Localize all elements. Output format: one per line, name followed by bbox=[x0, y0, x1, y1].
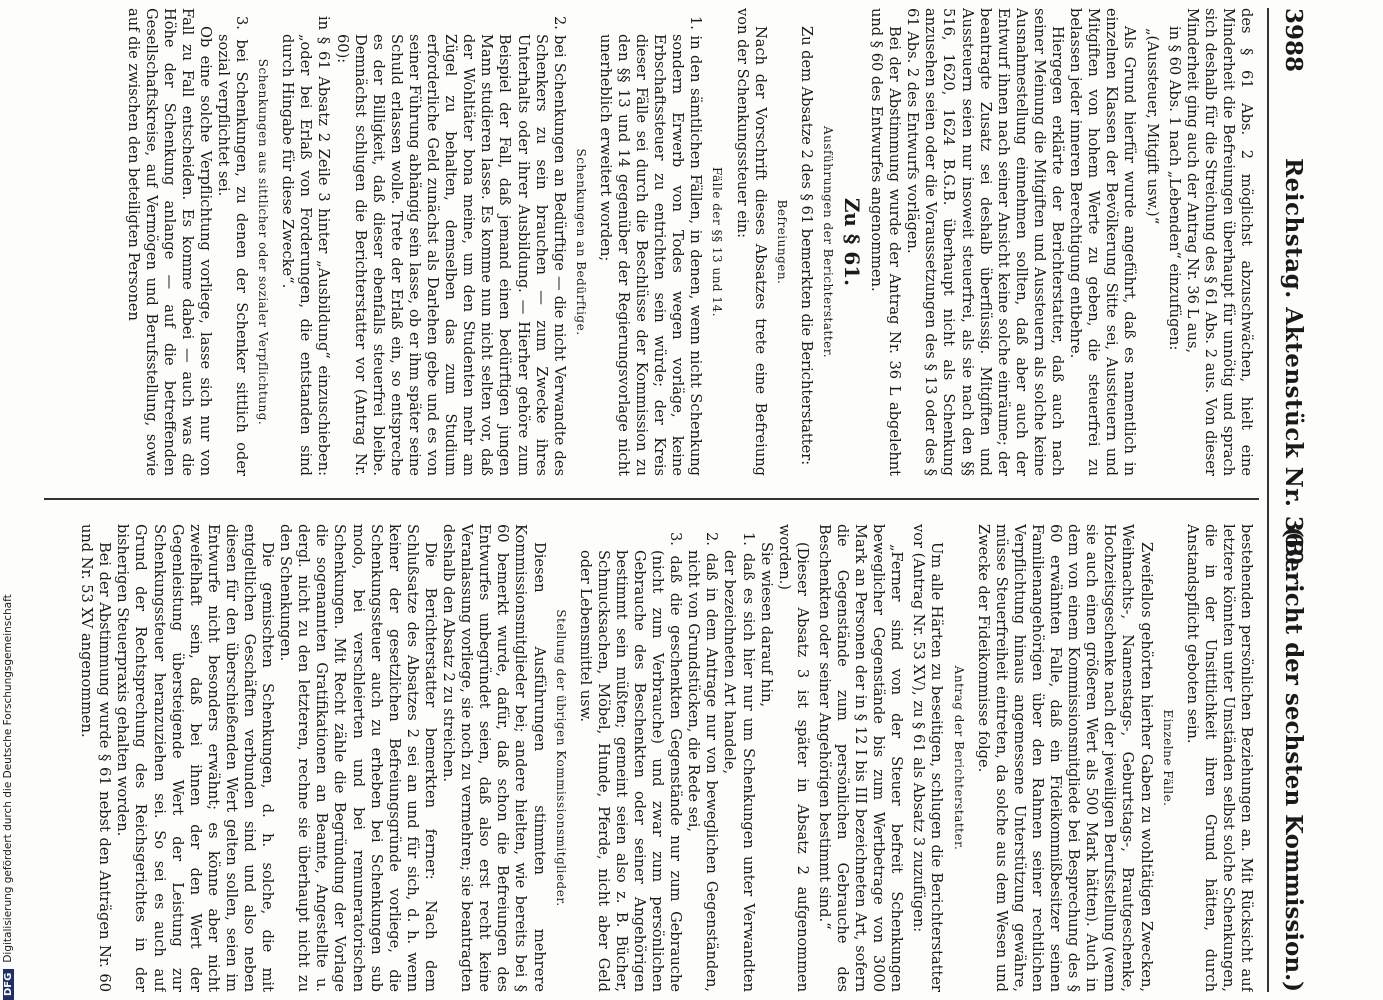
list-item: 3. bei Schenkungen, zu denen der Schenker sittlich oder sozial verpflichtet sei. bbox=[215, 16, 251, 476]
paragraph: Nach der Vorschrift dieses Absatzes trete eine Befreiung von der Schenkungssteuer ein: bbox=[733, 8, 769, 476]
paragraph: Zweifellos gehörten hierher Gaben zu wohltätigen Zwecken, Weihnachts-, Namenstags-, Geburtstags-, Brautgeschenke, Hochzeitsgeschenke nach der jeweiligen Berufsstellung (wenn sie auch einen größeren Wert als 500 Mark hätten). Auch in dem von einem Kommissionsmitgliede bei Besprechung des § 60 erwähnten Falle, daß ein Fideikommißbesitzer seinen Familienangehörigen über den Rahmen seiner rechtlichen Verpflichtung hinaus angemessene Unterstützung gewähre, müsse Steuerfreiheit eintreten, da solche aus dem Wesen und Zwecke der Fideikommisse folge. bbox=[974, 524, 1155, 992]
subheading: Fälle der §§ 13 und 14. bbox=[710, 166, 725, 318]
left-column bbox=[45, 8, 1255, 476]
subheading: Befreiungen. bbox=[774, 199, 789, 285]
paragraph: Um alle Härten zu beseitigen, schlugen die Berichterstatter vor (Antrag Nr. 53 XV), zu § 61 als Absatz 3 zuzufügen: bbox=[910, 524, 946, 992]
paragraph: Bei der Abstimmung wurde § 61 nebst den Anträgen Nr. 60 und Nr. 53 XV angenommen. bbox=[78, 524, 114, 992]
quotation: „Ferner sind von der Steuer befreit Schenkungen beweglicher Gegenstände bis zum Wertbetrage von 3000 Mark an Personen der in § 12 I bis III bezeichneten Art, sofern die Gegenstände zum persönlichen Gebrauche des Beschenkten oder seiner Angehörigen bestimmt sind.“ bbox=[815, 524, 906, 992]
paragraph: bestehenden persönlichen Beziehungen an. Mit Rücksicht auf letztere könnten unter Umständen selbst solche Schenkungen, die in der Unsittlichkeit ihren Grund hätten, durch Anstandspflicht geboten sein. bbox=[1183, 524, 1255, 992]
page-number: 3988 bbox=[1280, 8, 1307, 73]
subheading: Ausführungen der Berichterstatter. bbox=[820, 125, 835, 359]
paragraph: in § 60 Abs. 1 nach „Lebenden“ einzufügen: bbox=[1165, 26, 1183, 351]
quotation: „(Aussteuer, Mitgift usw.)“ bbox=[1143, 28, 1161, 225]
section-heading: Zu § 61. bbox=[840, 197, 865, 287]
paragraph: Sie wiesen darauf hin, bbox=[757, 542, 775, 708]
paragraph: Die gemischten Schenkungen, d. h. solche, die mit entgeltlichen Geschäften verbunden sind und also neben diesen für den überschießenden Wert gelten sollen, seien im Entwurfe nicht besonders erwähnt; es könne aber nicht zweifelhaft sein, daß bei ihnen der den Wert der Gegenleistung übersteigende Wert der Leistung zur Schenkungssteuer heranzuziehen sei. So sei es auch auf Grund der Rechtsprechung des Reichsgerichtes in der bisherigen Steuerpraxis gehalten worden. bbox=[114, 524, 277, 992]
paragraph: Ob eine solche Verpflichtung vorliege, lasse sich nur von Fall zu Fall entscheiden. Es komme dabei — auch was die Höhe der Schenkung anlange — auf die betreffenden Gesellschaftskreise, auf Vermögen und Berufsstellung, sowie auf die zwischen den beteiligten Personen bbox=[124, 8, 214, 476]
list-item: 2. daß in dem Antrage nur von beweglichen Gegenständen, nicht von Grundstücken, die Rede sei, bbox=[685, 532, 721, 992]
credit-text: Digitalisierung gefördert durch die Deutsche Forschungsgemeinschaft bbox=[2, 594, 14, 963]
paragraph: Hiergegen erklärte der Berichterstatter, daß auch nach seiner Meinung die Mitgiften und Aussteuern als solche keine Ausnahmestellung einnehmen sollten, daß aber auch der Entwurf ihnen nach seiner Ansicht keine solche einräume; der beantragte Zusatz sei deshalb überflüssig. Mitgiften und Aussteuern seien nur insoweit steuerfrei, als sie nach den §§ 516, 1620, 1624 B.G.B. überhaupt nicht als Schenkung anzusehen seien oder die Voraussetzungen des § 13 oder des § 61 Abs. 2 des Entwurfs vorlägen. bbox=[904, 8, 1067, 476]
paragraph: Zu dem Absatze 2 des § 61 bemerkten die Berichterstatter: bbox=[797, 26, 815, 466]
list-item: in § 61 Absatz 2 Zeile 3 hinter „Ausbildung“ einzuschieben: „oder bei Erlaß von Forderungen, die entstanden sind durch Hingabe für diese Zwecke“. bbox=[279, 16, 333, 476]
list-item: 1. daß es sich hier nur um Schenkungen unter Verwandten der bezeichneten Art handele, bbox=[721, 532, 757, 992]
right-column bbox=[45, 524, 1255, 992]
subheading: Antrag der Berichterstatter. bbox=[951, 665, 966, 851]
header-section: (Bericht der sechsten Kommission.) bbox=[1280, 526, 1307, 992]
digitization-credit bbox=[2, 0, 24, 1000]
list-item: 2. bei Schenkungen an Bedürftige — die nicht Verwandte des Schenkers zu sein brauchen — zum Zwecke ihres Unterhalts oder ihrer Ausbildung. — Hierher gehöre zum Beispiel der Fall, daß jemand einen bedürftigen jungen Mann studieren lasse. Es komme nun nicht selten vor, daß der Wohltäter bona meine, um den Studenten mehr am Zügel zu behalten, demselben das zum Studium erforderliche Geld zunächst als Darlehen gebe und es von seiner Führung abhängig sein lasse, ob er ihm später seine Schuld erlassen wolle. Trete der Erlaß ein, so entspreche es der Billigkeit, daß dieser ebenfalls steuerfrei bleibe. Demnächst schlugen die Berichterstatter vor (Antrag Nr. 60): bbox=[333, 16, 568, 476]
subheading: Schenkungen aus sittlicher oder sozialer Verpflichtung. bbox=[256, 58, 271, 426]
paragraph: Die Berichterstatter bemerkten ferner: Nach dem Schlußsatze des Absatzes 2 sei an und für sich, d. h. wenn keiner der gesetzlichen Befreiungsgründe vorliege, die Schenkungssteuer auch zu erheben bei Schenkungen sub modo, bei verschleierten und bei remuneratorischen Schenkungen. Mit Recht zähle die Begründung der Vorlage die sogenannten Gratifikationen an Beamte, Angestellte u. dergl. nicht zu den letzteren, rechne sie überhaupt nicht zu den Schenkungen. bbox=[277, 524, 439, 992]
paragraph: (Dieser Absatz 3 ist später in Absatz 2 aufgenommen worden.) bbox=[775, 524, 811, 992]
subheading: Schenkungen an Bedürftige. bbox=[573, 148, 588, 336]
header-title: Reichstag. Aktenstück Nr. 360. bbox=[1280, 158, 1307, 574]
subheading: Stellung der übrigen Kommissionsmitglieder. bbox=[553, 609, 568, 907]
paragraph: des § 61 Abs. 2 möglichst abzuschwächen, hielt eine Minderheit die Befreiungen überhaupt für unnötig und sprach sich deshalb für die Streichung des § 61 Abs. 2 aus. Von dieser Minderheit ging auch der Antrag Nr. 36 L aus, bbox=[1183, 8, 1255, 476]
subheading: Einzelne Fälle. bbox=[1160, 709, 1175, 807]
paragraph: Diesen Ausführungen stimmten mehrere Kommissionsmitglieder bei; andere hielten, wie bereits bei § 60 bemerkt wurde, dafür, daß schon die Befreiungen des Entwurfes unbegründet seien, daß also erst recht keine Veranlassung vorliege, sie noch zu vermehren; sie beantragten deshalb den Absatz 2 zu streichen. bbox=[440, 524, 548, 992]
list-item: 1. in den sämtlichen Fällen, in denen, wenn nicht Schenkung sondern Erwerb von Todes wegen vorläge, keine Erbschaftssteuer zu entrichten sein würde; der Kreis dieser Fälle sei durch die Beschlüsse der Kommission zu den §§ 13 und 14 gegenüber der Regierungsvorlage nicht unerheblich erweitert worden; bbox=[596, 16, 705, 476]
paragraph: Als Grund hierfür wurde angeführt, daß es namentlich in einzelnen Klassen der Bevölkerung Sitte sei, Aussteuern und Mitgiften von hohem Werte zu geben, die steuerfrei zu belassen jeder inneren Berechtigung entbehre. bbox=[1067, 8, 1139, 476]
paragraph: Bei der Abstimmung wurde der Antrag Nr. 36 L abgelehnt und § 60 des Entwurfes angenommen. bbox=[868, 8, 904, 476]
header-rule bbox=[1268, 8, 1270, 992]
list-item: 3. daß die geschenkten Gegenstände nur zum Gebrauche (nicht zum Verbrauche) und zwar zum persönlichen Gebrauche des Beschenkten oder seiner Angehörigen bestimmt sein müßten; gemeint seien also z. B. Bücher, Schmucksachen, Möbel, Hunde, Pferde, nicht aber Geld oder Lebensmittel usw. bbox=[576, 532, 685, 992]
column-divider bbox=[44, 498, 1259, 500]
rotated-page-content bbox=[25, 0, 1325, 1000]
dfg-logo: DFG bbox=[3, 969, 14, 1000]
running-header bbox=[1271, 8, 1311, 992]
